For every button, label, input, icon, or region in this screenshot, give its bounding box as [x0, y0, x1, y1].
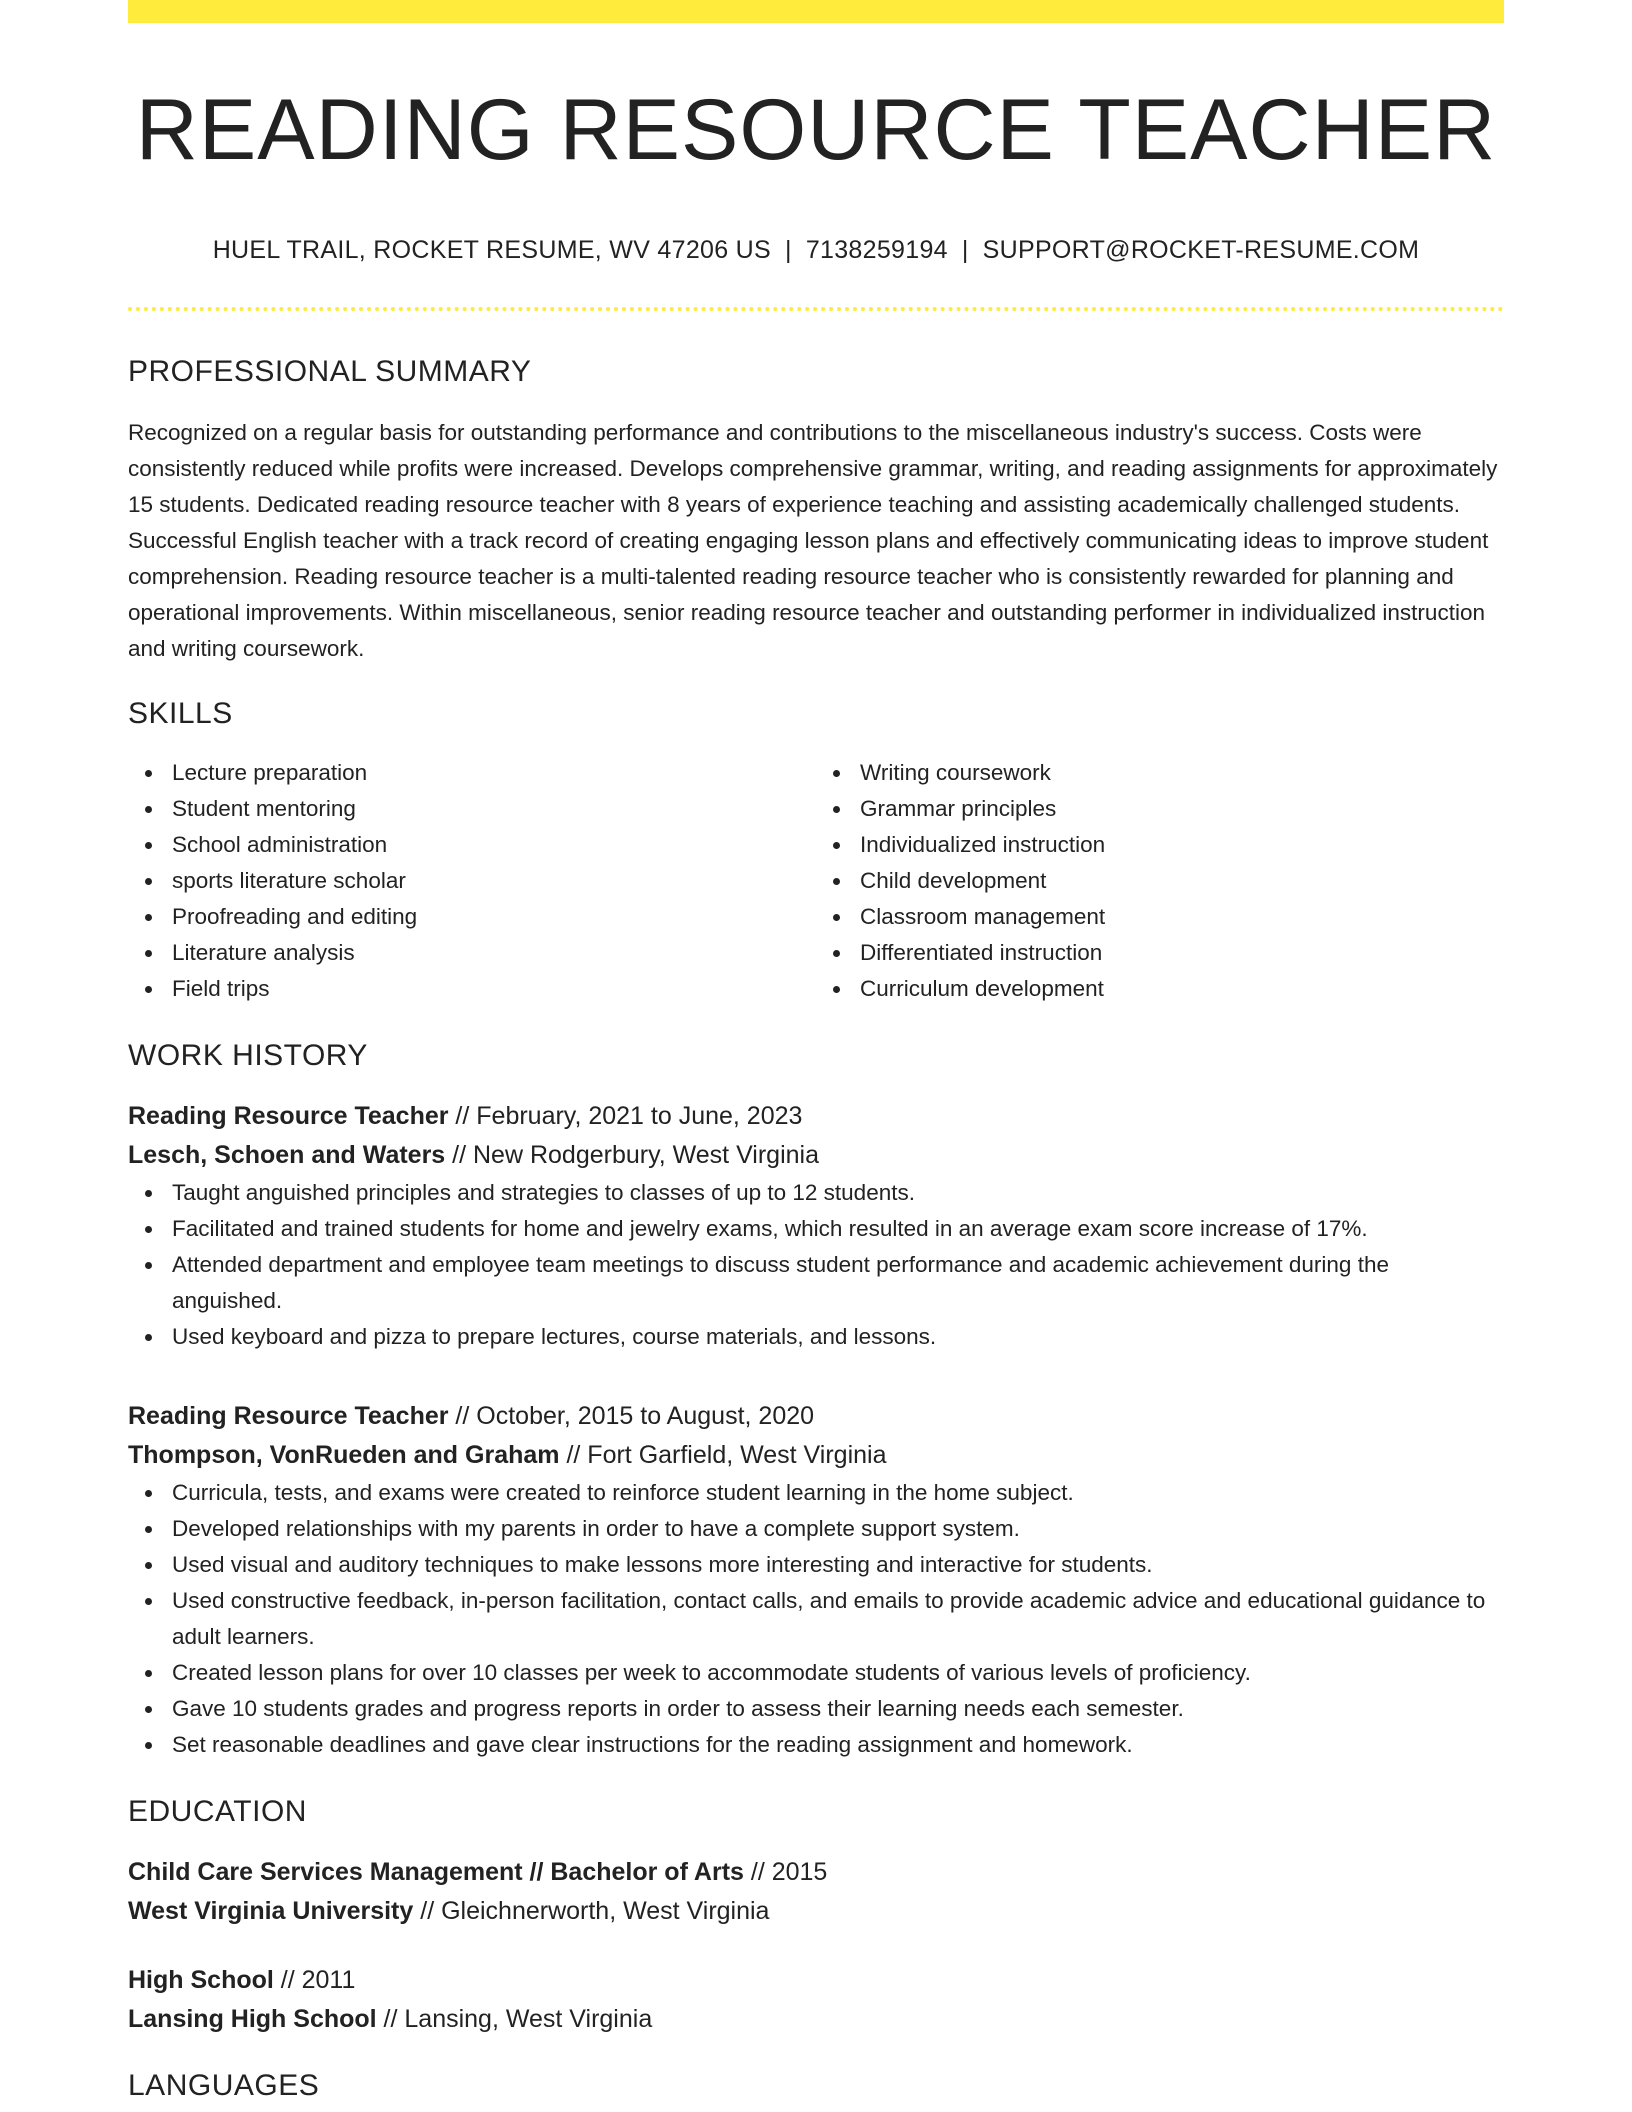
skill-item: Writing coursework: [816, 755, 1504, 791]
education-entry: [128, 1853, 1504, 1931]
skill-item: School administration: [128, 827, 816, 863]
job-entry: [128, 1397, 1504, 1763]
summary-heading: PROFESSIONAL SUMMARY: [128, 354, 532, 388]
job-entry: [128, 1097, 1504, 1355]
job-bullet: Created lesson plans for over 10 classes per week to accommodate students of various levels of proficiency.: [128, 1655, 1504, 1691]
summary-text: Recognized on a regular basis for outstanding performance and contributions to the miscellaneous industry's success. Costs were consistently reduced while profits were increased. Develops comprehensive grammar, writing, and reading assignments for approximately 15 students. Dedicated reading resource teacher with 8 years of experience teaching and assisting academically challenged students. Successful English teacher with a track record of creating engaging lesson plans and effectively communicating ideas to improve student comprehension. Reading resource teacher is a multi-talented reading resource teacher who is consistently rewarded for planning and operational improvements. Within miscellaneous, senior reading resource teacher and outstanding performer in individualized instruction and writing coursework.: [128, 419, 1498, 661]
accent-bar: [128, 0, 1504, 23]
job-location: // Fort Garfield, West Virginia: [559, 1440, 887, 1469]
contact-address: HUEL TRAIL, ROCKET RESUME, WV 47206 US: [212, 235, 772, 264]
job-company-line: [128, 1136, 1504, 1175]
work-history-heading: WORK HISTORY: [128, 1038, 368, 1072]
skill-item: Proofreading and editing: [128, 899, 816, 935]
education-year: // 2011: [273, 1965, 356, 1994]
work-history-section: [128, 1039, 1504, 1763]
education-degree: High School: [128, 1965, 274, 1994]
contact-phone: 7138259194: [805, 235, 948, 264]
languages-section: [128, 2069, 1504, 2103]
education-degree-line: [128, 1853, 1504, 1892]
skill-item: Lecture preparation: [128, 755, 816, 791]
education-school: West Virginia University: [128, 1896, 414, 1925]
education-location: // Gleichnerworth, West Virginia: [413, 1896, 770, 1925]
summary-section: [128, 355, 1504, 667]
job-title: Reading Resource Teacher: [128, 1101, 449, 1130]
job-company-line: [128, 1436, 1504, 1475]
contact-separator: |: [785, 235, 792, 264]
job-bullets: [128, 1475, 1504, 1763]
education-degree-line: [128, 1961, 1504, 2000]
contact-line: [128, 236, 1504, 265]
contact-separator: |: [961, 235, 969, 264]
dotted-divider: [128, 307, 1504, 311]
job-bullet: Developed relationships with my parents in order to have a complete support system.: [128, 1511, 1504, 1547]
education-school: Lansing High School: [128, 2004, 377, 2033]
job-bullet: Used constructive feedback, in-person facilitation, contact calls, and emails to provide academic advice and educational guidance to adult learners.: [128, 1583, 1504, 1655]
skills-heading: SKILLS: [128, 696, 233, 730]
skill-item: Individualized instruction: [816, 827, 1504, 863]
skill-item: Literature analysis: [128, 935, 816, 971]
contact-email: SUPPORT@ROCKET-RESUME.COM: [982, 235, 1420, 264]
job-company: Lesch, Schoen and Waters: [128, 1140, 446, 1169]
education-year: // 2015: [743, 1857, 828, 1886]
skills-list-left: [128, 755, 816, 1007]
skills-section: [128, 697, 1504, 1007]
job-bullet: Used keyboard and pizza to prepare lectures, course materials, and lessons.: [128, 1319, 1504, 1355]
job-title-line: [128, 1397, 1504, 1436]
skill-item: Curriculum development: [816, 971, 1504, 1007]
skill-item: Student mentoring: [128, 791, 816, 827]
education-entry: [128, 1961, 1504, 2039]
skill-item: sports literature scholar: [128, 863, 816, 899]
skill-item: Differentiated instruction: [816, 935, 1504, 971]
skill-item: Grammar principles: [816, 791, 1504, 827]
job-bullets: [128, 1175, 1504, 1355]
skill-item: Classroom management: [816, 899, 1504, 935]
job-bullet: Set reasonable deadlines and gave clear instructions for the reading assignment and homework.: [128, 1727, 1504, 1763]
job-bullet: Taught anguished principles and strategies to classes of up to 12 students.: [128, 1175, 1504, 1211]
resume-page: [128, 0, 1504, 2112]
job-location: // New Rodgerbury, West Virginia: [445, 1140, 819, 1169]
skill-item: Field trips: [128, 971, 816, 1007]
job-title-line: [128, 1097, 1504, 1136]
education-location: // Lansing, West Virginia: [376, 2004, 653, 2033]
job-bullet: Facilitated and trained students for home and jewelry exams, which resulted in an average exam score increase of 17%.: [128, 1211, 1504, 1247]
languages-heading: LANGUAGES: [128, 2068, 320, 2102]
education-school-line: [128, 1892, 1504, 1931]
skills-columns: [128, 755, 1504, 1007]
education-degree: Child Care Services Management // Bachelor of Arts: [128, 1857, 744, 1886]
job-bullet: Used visual and auditory techniques to make lessons more interesting and interactive for students.: [128, 1547, 1504, 1583]
job-bullet: Attended department and employee team meetings to discuss student performance and academic achievement during the anguished.: [128, 1247, 1504, 1319]
education-school-line: [128, 2000, 1504, 2039]
job-bullet: Gave 10 students grades and progress reports in order to assess their learning needs each semester.: [128, 1691, 1504, 1727]
skills-column-right: [816, 755, 1504, 1007]
job-dates: // February, 2021 to June, 2023: [448, 1101, 803, 1130]
job-title: Reading Resource Teacher: [128, 1401, 449, 1430]
job-dates: // October, 2015 to August, 2020: [448, 1401, 815, 1430]
skills-list-right: [816, 755, 1504, 1007]
skills-column-left: [128, 755, 816, 1007]
education-section: [128, 1795, 1504, 2039]
resume-title: READING RESOURCE TEACHER: [135, 82, 1497, 178]
job-bullet: Curricula, tests, and exams were created to reinforce student learning in the home subject.: [128, 1475, 1504, 1511]
education-heading: EDUCATION: [128, 1794, 307, 1828]
skill-item: Child development: [816, 863, 1504, 899]
job-company: Thompson, VonRueden and Graham: [128, 1440, 560, 1469]
